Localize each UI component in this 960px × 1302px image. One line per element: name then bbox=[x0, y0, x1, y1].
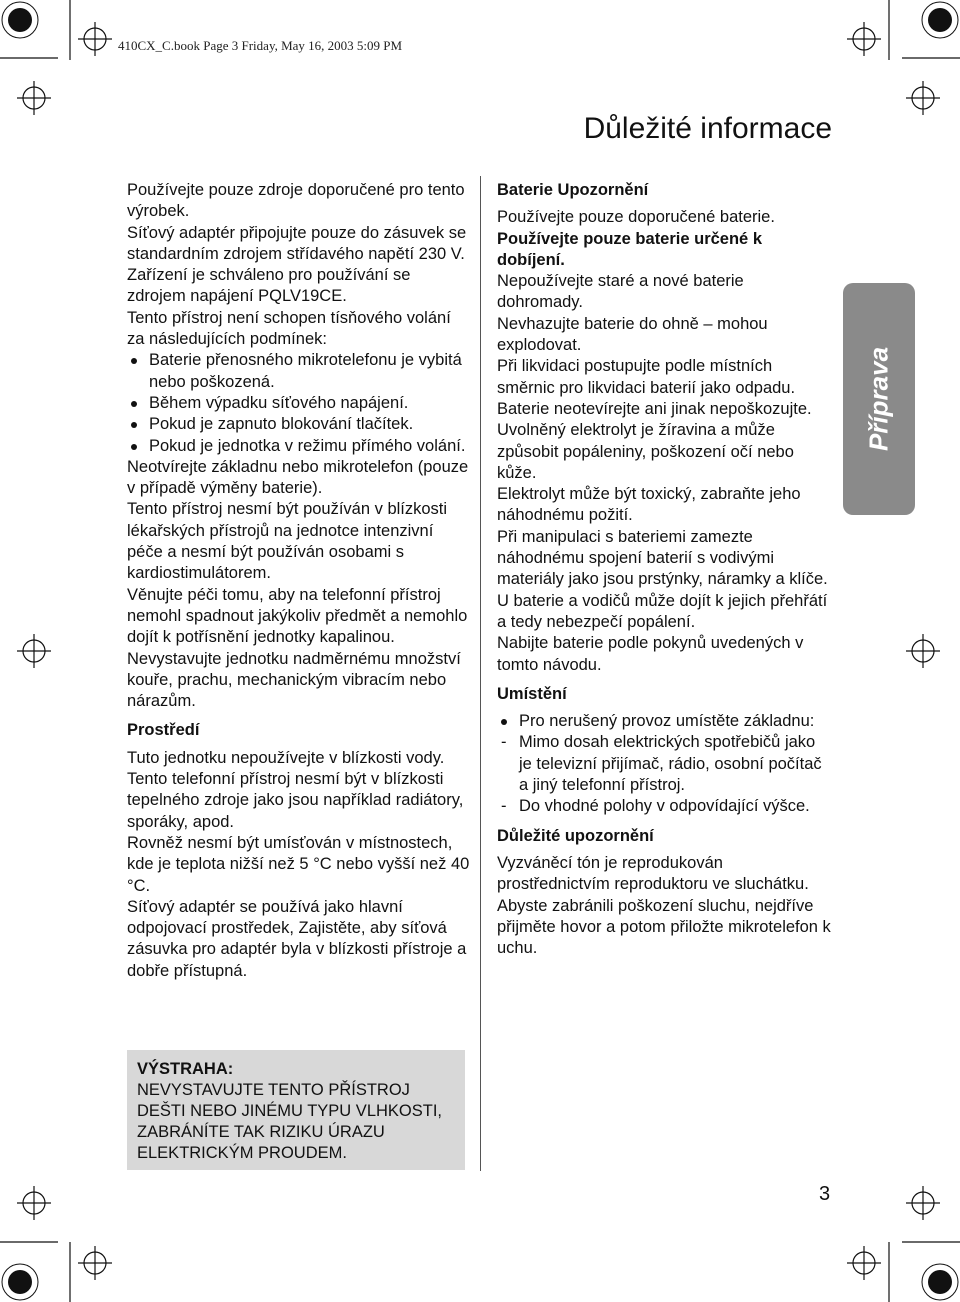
section-heading-notice: Důležité upozornění bbox=[497, 826, 654, 845]
list-item: Pokud je zapnuto blokování tlačítek. bbox=[127, 414, 472, 435]
paragraph: Používejte pouze doporučené baterie. bbox=[497, 208, 775, 227]
paragraph: Nepoužívejte staré a nové baterie dohromady. bbox=[497, 272, 744, 312]
crosshair-icon bbox=[847, 22, 881, 56]
crosshair-icon bbox=[17, 1186, 51, 1220]
list-item: - Do vhodné polohy v odpovídající výšce. bbox=[497, 796, 832, 817]
column-divider bbox=[480, 176, 481, 1171]
paragraph: Nevhazujte baterie do ohně – mohou explodovat. bbox=[497, 314, 768, 355]
section-heading-battery: Baterie Upozornění bbox=[497, 181, 649, 199]
crosshair-icon bbox=[78, 1246, 112, 1280]
paragraph: U baterie a vodičů může dojít k jejich přehřátí a tedy nebezpečí popálení. bbox=[497, 591, 828, 631]
print-header: 410CX_C.book Page 3 Friday, May 16, 2003 5:09 PM bbox=[118, 38, 403, 53]
list-item: - Mimo dosah elektrických spotřebičů jako je televizní přijímač, rádio, osobní počítač a jiný telefonní přístroj. bbox=[497, 732, 832, 796]
list-item: Pro nerušený provoz umístěte základnu: bbox=[497, 711, 832, 732]
paragraph: Neotvírejte základnu nebo mikrotelefon (pouze v případě výměny baterie). bbox=[127, 457, 469, 498]
warning-title: VÝSTRAHA: bbox=[137, 1060, 234, 1078]
paragraph: Tento přístroj nesmí být používán v blízkosti lékařských přístrojů na jednotce intenzivní péče a nesmí být používán osobami s kardiostimulátorem. bbox=[127, 500, 448, 583]
list-item: Během výpadku síťového napájení. bbox=[127, 393, 472, 414]
section-heading-environment: Prostředí bbox=[127, 721, 200, 740]
paragraph: Věnujte péči tomu, aby na telefonní přístroj nemohl spadnout jakýkoliv předmět a nemohlo dojít k potřísnění jednotky kapalinou. Nevystavujte jednotku nadměrnému množství kouře, prachu, mechanickým vibracím nebo nárazům. bbox=[127, 585, 468, 711]
crosshair-icon bbox=[78, 22, 112, 56]
paragraph: Tento přístroj není schopen tísňového volání za následujících podmínek: bbox=[127, 308, 451, 349]
paragraph: Používejte pouze zdroje doporučené pro tento výrobek. bbox=[127, 181, 465, 221]
section-tab-label: Příprava bbox=[863, 346, 894, 452]
paragraph: Používejte pouze baterie určené k dobíjení. bbox=[497, 229, 762, 269]
paragraph: Baterie neotevírejte ani jinak nepoškozujte. bbox=[497, 399, 812, 418]
page-title: Důležité informace bbox=[583, 112, 832, 145]
left-column bbox=[127, 180, 472, 982]
paragraph: Při likvidaci postupujte podle místních směrnic pro likvidaci baterií jako odpadu. bbox=[497, 357, 796, 397]
list-item: Baterie přenosného mikrotelefonu je vybitá nebo poškozená. bbox=[127, 350, 472, 393]
crosshair-icon bbox=[906, 1186, 940, 1220]
paragraph: Tuto jednotku nepoužívejte v blízkosti vody. bbox=[127, 748, 445, 767]
crosshair-icon bbox=[847, 1246, 881, 1280]
crosshair-icon bbox=[906, 634, 940, 668]
warning-text: NEVYSTAVUJTE TENTO PŘÍSTROJ DEŠTI NEBO JINÉMU TYPU VLHKOSTI, ZABRÁNÍTE TAK RIZIKU ÚRAZU ELEKTRICKÝM PROUDEM. bbox=[137, 1081, 443, 1162]
paragraph: Síťový adaptér připojujte pouze do zásuvek se standardním zdrojem střídavého napětí 230 V. bbox=[127, 223, 467, 263]
paragraph: Nabijte baterie podle pokynů uvedených v tomto návodu. bbox=[497, 634, 804, 674]
paragraph: Tento telefonní přístroj nesmí být v blízkosti tepelného zdroje jako jsou například radiátory, sporáky, apod. bbox=[127, 770, 464, 831]
section-tab bbox=[843, 283, 915, 515]
list-item: Pokud je jednotka v režimu přímého volání. bbox=[127, 436, 472, 457]
crosshair-icon bbox=[17, 634, 51, 668]
paragraph: Uvolněný elektrolyt je žíravina a může způsobit popáleniny, poškození očí nebo kůže. bbox=[497, 421, 794, 482]
warning-box bbox=[127, 1050, 465, 1170]
paragraph: Elektrolyt může být toxický, zabraňte jeho náhodnému požití. bbox=[497, 485, 801, 525]
crosshair-icon bbox=[906, 81, 940, 115]
paragraph: Síťový adaptér se používá jako hlavní odpojovací prostředek, Zajistěte, aby síťová zásuvka pro adaptér byla v blízkosti přístroje a dobře přístupná. bbox=[127, 897, 467, 980]
paragraph: Zařízení je schváleno pro používání se zdrojem napájení PQLV19CE. bbox=[127, 266, 411, 306]
right-column bbox=[497, 180, 832, 959]
paragraph: Při manipulaci s bateriemi zamezte náhodnému spojení baterií s vodivými materiály jako jsou prstýnky, náramky a klíče. bbox=[497, 527, 828, 589]
section-heading-location: Umístění bbox=[497, 684, 567, 703]
paragraph: Rovněž nesmí být umísťován v místnostech, kde je teplota nižší než 5 °C nebo vyšší než 40 °C. bbox=[127, 833, 470, 895]
paragraph: Vyzváněcí tón je reprodukován prostřednictvím reproduktoru ve sluchátku. Abyste zabránili poškození sluchu, nejdříve přijměte hovor a potom přiložte mikrotelefon k uchu. bbox=[497, 853, 831, 958]
crosshair-icon bbox=[17, 81, 51, 115]
page-number: 3 bbox=[819, 1183, 831, 1205]
